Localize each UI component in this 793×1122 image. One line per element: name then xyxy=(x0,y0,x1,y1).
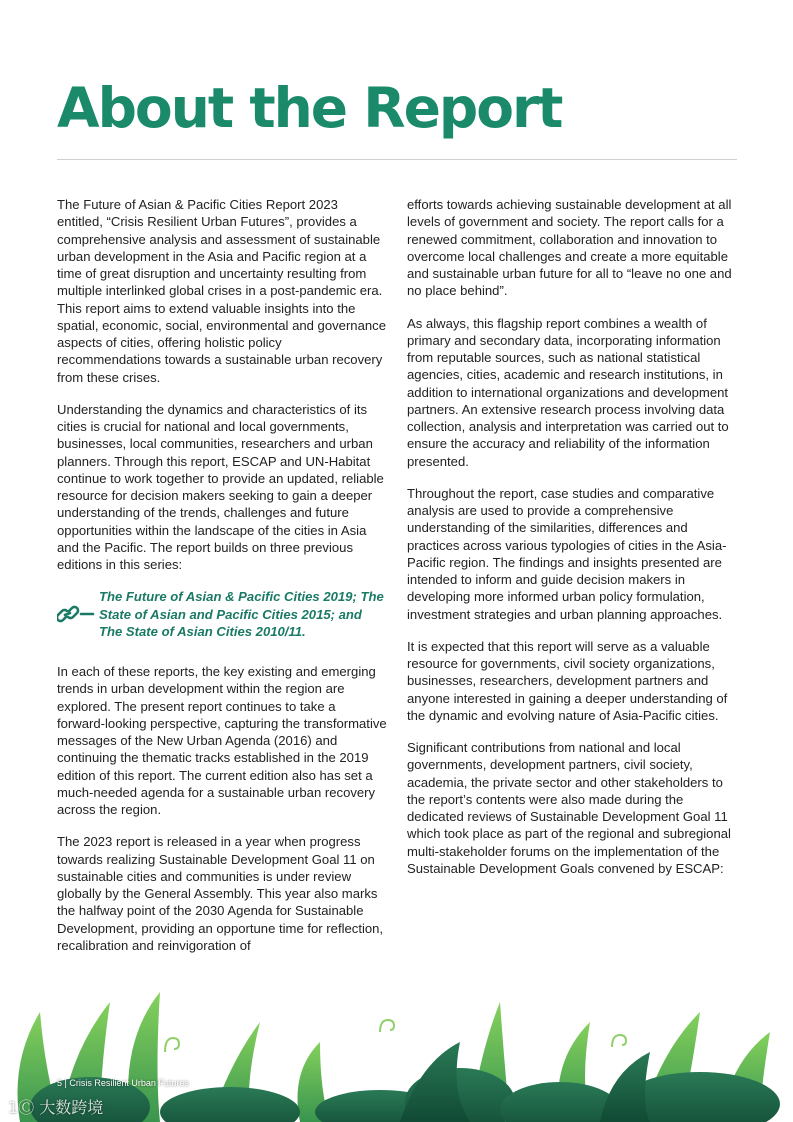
callout-text: The Future of Asian & Pacific Cities 2019; The State of Asian and Pacific Cities 2015; and The State of Asian Cities 2010/11. xyxy=(99,589,384,639)
watermark: 1Ⓒ 大数跨境 xyxy=(8,1098,104,1117)
paragraph: Understanding the dynamics and characteristics of its cities is crucial for national and local governments, businesses, local communities, researchers and urban planners. Through this report, ESCAP and UN-Habitat continue to work together to provide an updated, reliable resource for decision makers seeking to gain a deeper understanding of the trends, challenges and future opportunities within the landscape of the cities in Asia and the Pacific. The report builds on three previous editions in this series: xyxy=(57,401,384,572)
title-divider xyxy=(57,159,737,160)
page-number: 5 xyxy=(57,1078,63,1088)
paragraph: In each of these reports, the key existing and emerging trends in urban development within the region are explored. The present report continues to take a forward-looking perspective, capturing the transformative messages of the New Urban Agenda (2016) and continuing the thematic tracks established in the 2019 edition of this report. The current edition also has set a much-needed agenda for a sustainable urban recovery across the region. xyxy=(57,664,387,817)
paragraph: As always, this flagship report combines a wealth of primary and secondary data, incorporating information from reputable sources, such as national statistical agencies, cities, academic and research institutions, in addition to international organizations and development partners. An extensive research process involving data collection, analysis and interpretation was carried out to ensure the accuracy and reliability of the information presented. xyxy=(407,315,729,469)
footer-separator: | xyxy=(64,1078,67,1088)
paragraph: The Future of Asian & Pacific Cities Report 2023 entitled, “Crisis Resilient Urban Futures”, provides a comprehensive analysis and assessment of sustainable urban development in the Asia and Pacific region at a time of great disruption and uncertainty resulting from multiple interlinked global crises in a post-pandemic era. This report aims to extend valuable insights into the spatial, economic, social, environmental and governance aspects of cities, offering holistic policy recommendations towards a sustainable urban recovery from these crises. xyxy=(57,197,386,385)
page-footer xyxy=(57,1078,189,1088)
paragraph: The 2023 report is released in a year when progress towards realizing Sustainable Development Goal 11 on sustainable cities and communities is under review globally by the General Assembly. This year also marks the halfway point of the 2030 Agenda for Sustainable Development, providing an opportune time for reflection, recalibration and reinvigoration of xyxy=(57,834,384,953)
link-icon xyxy=(57,602,95,626)
foliage-illustration xyxy=(0,972,793,1122)
previous-editions-callout xyxy=(57,588,387,640)
left-column xyxy=(57,196,387,969)
paragraph: It is expected that this report will serve as a valuable resource for governments, civil society organizations, businesses, researchers, development partners and anyone interested in gaining a deeper understanding of the dynamic and evolving nature of Asia-Pacific cities. xyxy=(407,638,728,723)
paragraph: Throughout the report, case studies and comparative analysis are used to provide a comprehensive understanding of the similarities, differences and practices across various typologies of cities in the Asia-Pacific region. The findings and insights presented are intended to inform and guide decision makers in developing more informed urban policy formulation, investment strategies and urban planning approaches. xyxy=(407,485,727,622)
paragraph: Significant contributions from national and local governments, development partners, civil society, academia, the private sector and other stakeholders to the report’s contents were also made during the dedicated reviews of Sustainable Development Goal 11 which took place as part of the regional and subregional multi-stakeholder forums on the implementation of the Sustainable Development Goals convened by ESCAP: xyxy=(407,740,731,876)
right-column xyxy=(407,196,737,892)
page-title: About the Report xyxy=(57,76,562,140)
running-title: Crisis Resilient Urban Futures xyxy=(69,1078,189,1088)
paragraph: efforts towards achieving sustainable development at all levels of government and society. The report calls for a renewed commitment, collaboration and innovation to overcome local challenges and create a more equitable and sustainable urban future for all to “leave no one and no place behind”. xyxy=(407,197,732,299)
